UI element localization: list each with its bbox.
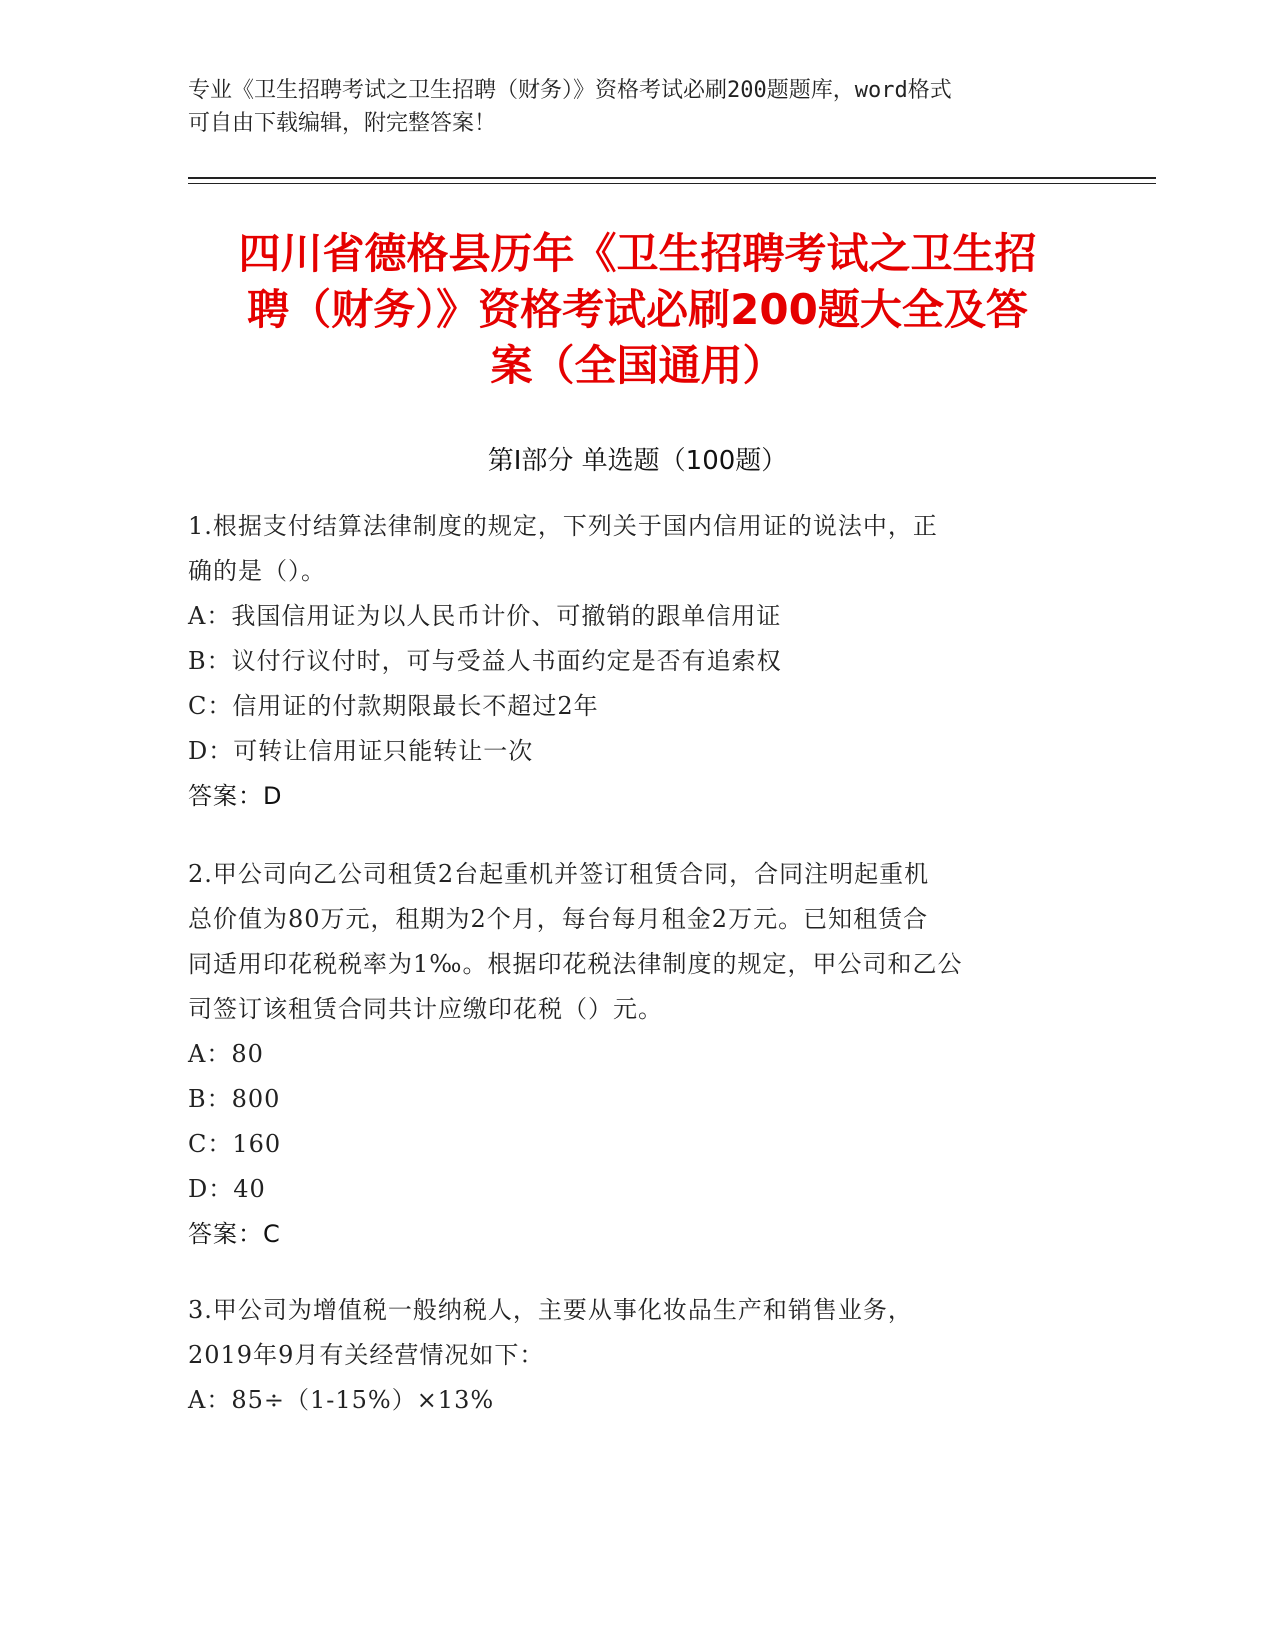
header-line-2: 可自由下载编辑，附完整答案！ [188,111,497,136]
header-divider-thin [188,183,1156,184]
question-1 [188,504,1088,819]
question-stem-line: 同适用印花税税率为1‰。根据印花税法律制度的规定，甲公司和乙公 [188,950,963,978]
option-b: B：议付行议付时，可与受益人书面约定是否有追索权 [188,647,782,675]
question-stem-line: 确的是（）。 [188,557,326,585]
title-line-3: 案（全国通用） [490,341,785,390]
document-title [188,226,1087,394]
answer: 答案：C [188,1220,281,1248]
answer: 答案：D [188,782,283,810]
question-2 [188,852,1088,1257]
option-a: A：我国信用证为以人民币计价、可撤销的跟单信用证 [188,602,782,630]
option-a: A：80 [188,1040,264,1068]
option-a: A：85÷（1-15%）×13% [188,1386,495,1414]
option-c: C：160 [188,1130,282,1158]
title-line-2: 聘（财务）》资格考试必刷200题大全及答 [247,285,1028,334]
document-header [188,74,1068,140]
option-d: D：可转让信用证只能转让一次 [188,737,534,765]
question-stem-line: 3.甲公司为增值税一般纳税人，主要从事化妆品生产和销售业务， [188,1296,913,1324]
option-d: D：40 [188,1175,266,1203]
question-stem-line: 总价值为80万元，租期为2个月，每台每月租金2万元。已知租赁合 [188,905,929,933]
question-stem-line: 1.根据支付结算法律制度的规定，下列关于国内信用证的说法中，正 [188,512,938,540]
header-divider-thick [188,177,1156,179]
option-b: B：800 [188,1085,281,1113]
question-stem-line: 2.甲公司向乙公司租赁2台起重机并签订租赁合同，合同注明起重机 [188,860,930,888]
header-line-1: 专业《卫生招聘考试之卫生招聘（财务）》资格考试必刷200题题库，word格式 [188,78,952,103]
option-c: C：信用证的付款期限最长不超过2年 [188,692,599,720]
question-stem-line: 2019年9月有关经营情况如下： [188,1341,545,1369]
section-heading: 第Ⅰ部分 单选题（100题） [487,446,788,476]
question-3 [188,1288,1088,1423]
question-stem-line: 司签订该租赁合同共计应缴印花税（）元。 [188,995,663,1023]
title-line-1: 四川省德格县历年《卫生招聘考试之卫生招 [238,229,1037,278]
